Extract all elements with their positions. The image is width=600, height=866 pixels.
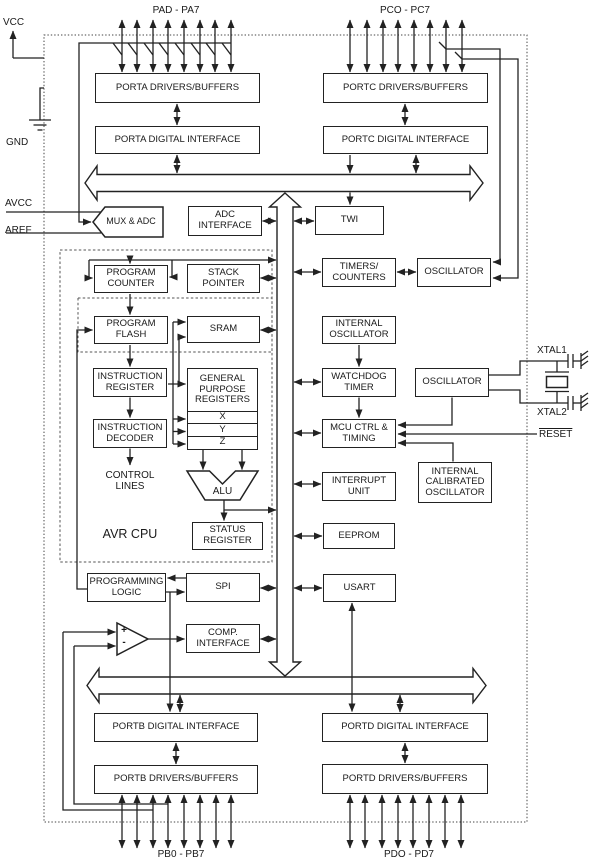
portc-pins-label: PCO - PC7	[379, 5, 430, 16]
block-portd-digital-interface: PORTD DIGITAL INTERFACE	[322, 713, 488, 742]
block-internal-calibrated-oscillator: INTERNAL CALIBRATED OSCILLATOR	[418, 462, 492, 503]
block-general-purpose-registers: GENERAL PURPOSE REGISTERS	[187, 368, 258, 412]
comparator-minus-label: -	[122, 636, 126, 648]
block-watchdog-timer: WATCHDOG TIMER	[322, 368, 396, 397]
reset-pin-label: RESET	[539, 429, 573, 440]
block-portb-drivers: PORTB DRIVERS/BUFFERS	[94, 765, 258, 794]
xtal2-pin-label: XTAL2	[537, 406, 567, 418]
block-portc-digital-interface: PORTC DIGITAL INTERFACE	[323, 126, 488, 154]
portd-pins-label: PDO - PD7	[383, 849, 434, 860]
vcc-pin-label: VCC	[3, 16, 25, 28]
block-instruction-decoder: INSTRUCTION DECODER	[93, 419, 167, 448]
block-alu-label: ALU	[212, 486, 233, 497]
block-portb-digital-interface: PORTB DIGITAL INTERFACE	[94, 713, 258, 742]
avr-cpu-label: AVR CPU	[102, 527, 158, 542]
block-adc-interface: ADC INTERFACE	[188, 206, 262, 236]
central-data-bus	[270, 193, 301, 676]
block-usart: USART	[323, 574, 396, 602]
block-main-oscillator: OSCILLATOR	[415, 368, 489, 397]
block-programming-logic: PROGRAMMING LOGIC	[87, 573, 166, 602]
aref-pin-label: AREF	[5, 224, 32, 236]
avcc-pin-label: AVCC	[5, 197, 33, 209]
block-y-register: Y	[187, 423, 258, 437]
portc-pins	[350, 20, 462, 72]
block-x-register: X	[187, 411, 258, 425]
xtal1-pin-label: XTAL1	[537, 344, 567, 356]
block-mcu-ctrl-timing: MCU CTRL & TIMING	[322, 419, 396, 448]
control-lines-label: CONTROL LINES	[105, 470, 155, 492]
block-spi: SPI	[186, 573, 260, 602]
block-twi: TWI	[315, 206, 384, 235]
block-portc-drivers: PORTC DRIVERS/BUFFERS	[323, 73, 488, 103]
block-program-counter: PROGRAM COUNTER	[94, 265, 168, 293]
block-internal-oscillator: INTERNAL OSCILLATOR	[322, 316, 396, 344]
block-status-register: STATUS REGISTER	[192, 522, 263, 550]
block-timer-oscillator: OSCILLATOR	[417, 258, 491, 287]
portb-pins-label: PB0 - PB7	[157, 849, 205, 860]
block-eeprom: EEPROM	[323, 523, 395, 549]
block-porta-drivers: PORTA DRIVERS/BUFFERS	[95, 73, 260, 103]
block-z-register: Z	[187, 436, 258, 450]
block-instruction-register: INSTRUCTION REGISTER	[93, 368, 167, 397]
block-mux-adc-label: MUX & ADC	[106, 216, 156, 227]
block-interrupt-unit: INTERRUPT UNIT	[322, 472, 396, 501]
block-sram: SRAM	[187, 316, 260, 343]
block-program-flash: PROGRAM FLASH	[94, 316, 168, 344]
comparator-plus-label: +	[121, 624, 127, 636]
porta-pins-label: PAD - PA7	[152, 5, 200, 16]
block-timers-counters: TIMERS/ COUNTERS	[322, 258, 396, 287]
block-portd-drivers: PORTD DRIVERS/BUFFERS	[322, 764, 488, 794]
porta-pins	[113, 20, 231, 72]
gnd-pin-label: GND	[6, 136, 29, 148]
block-porta-digital-interface: PORTA DIGITAL INTERFACE	[95, 126, 260, 154]
block-stack-pointer: STACK POINTER	[187, 264, 260, 293]
block-comparator-interface: COMP. INTERFACE	[186, 624, 260, 653]
